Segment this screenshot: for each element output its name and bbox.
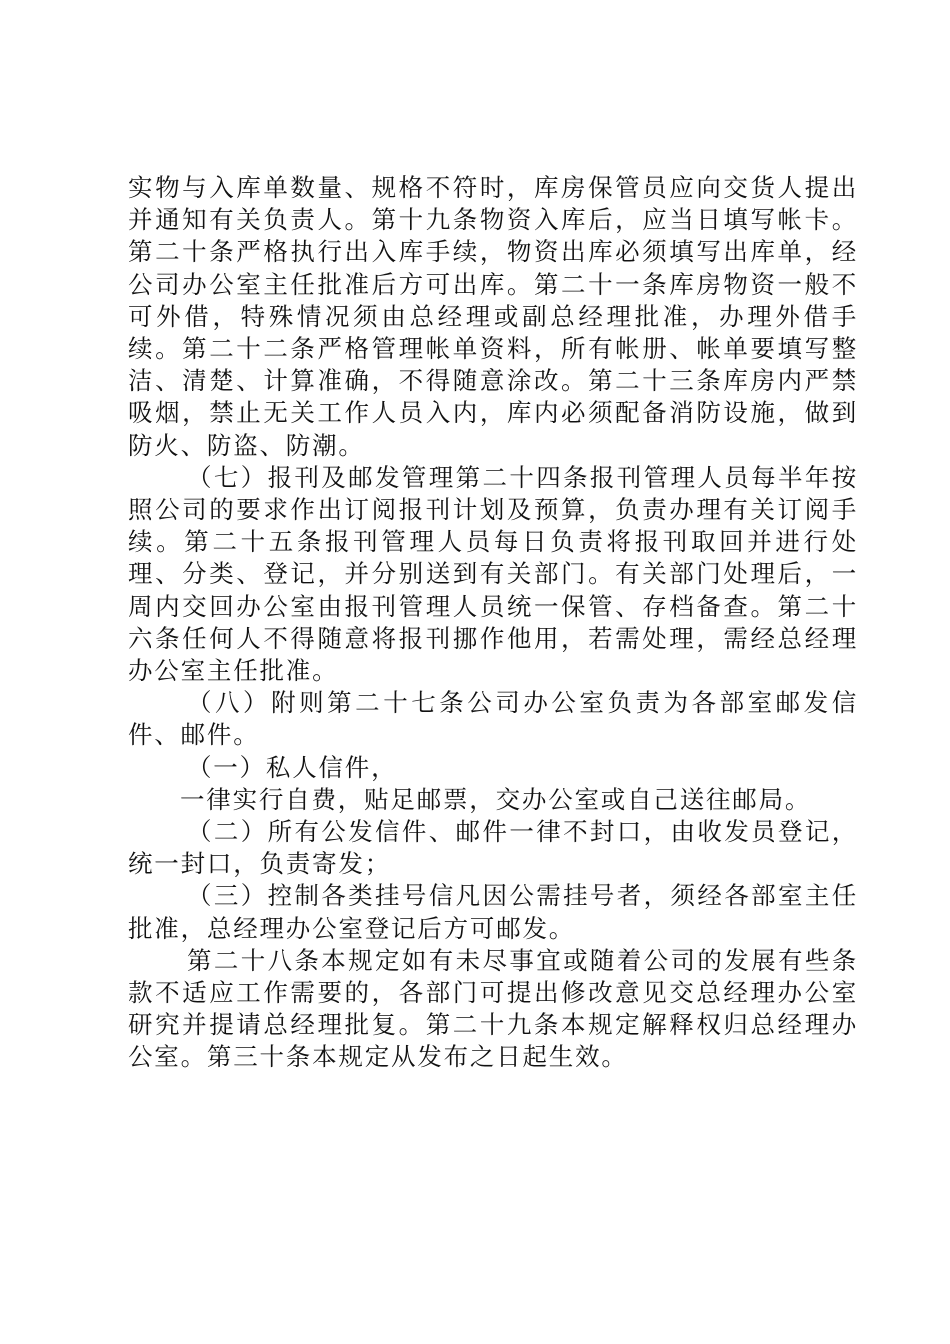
document-page xyxy=(128,172,858,1074)
paragraph-private-letters: （一）私人信件， xyxy=(187,752,398,782)
paragraph-final-articles: 第二十八条本规定如有未尽事宜或随着公司的发展有些条款不适应工作需要的，各部门可提出修改意见交总经理办公室研究并提请总经理批复。第二十九条本规定解释权归总经理办公室。第三十条本规定从发布之日起生效。 xyxy=(128,945,858,1072)
paragraph-newspaper-mail-management: （七）报刊及邮发管理第二十四条报刊管理人员每半年按照公司的要求作出订阅报刊计划及预算，负责办理有关订阅手续。第二十五条报刊管理人员每日负责将报刊取回并进行处理、分类、登记，并分别送到有关部门。有关部门处理后，一周内交回办公室由报刊管理人员统一保管、存档备查。第二十六条任何人不得随意将报刊挪作他用，若需处理，需经总经理办公室主任批准。 xyxy=(128,462,858,686)
paragraph-registered-mail: （三）控制各类挂号信凡因公需挂号者，须经各部室主任批准，总经理办公室登记后方可邮发。 xyxy=(128,881,858,943)
paragraph-official-mail: （二）所有公发信件、邮件一律不封口，由收发员登记，统一封口，负责寄发； xyxy=(128,817,858,879)
paragraph-self-paid-postage: 一律实行自费，贴足邮票，交办公室或自己送往邮局。 xyxy=(180,784,812,814)
paragraph-supplementary-provisions: （八）附则第二十七条公司办公室负责为各部室邮发信件、邮件。 xyxy=(128,688,858,750)
paragraph-warehouse-rules: 实物与入库单数量、规格不符时，库房保管员应向交货人提出并通知有关负责人。第十九条物资入库后，应当日填写帐卡。第二十条严格执行出入库手续，物资出库必须填写出库单，经公司办公室主任批准后方可出库。第二十一条库房物资一般不可外借，特殊情况须由总经理或副总经理批准，办理外借手续。第二十二条严格管理帐单资料，所有帐册、帐单要填写整洁、清楚、计算准确，不得随意涂改。第二十三条库房内严禁吸烟，禁止无关工作人员入内，库内必须配备消防设施，做到防火、防盗、防潮。 xyxy=(128,173,858,460)
